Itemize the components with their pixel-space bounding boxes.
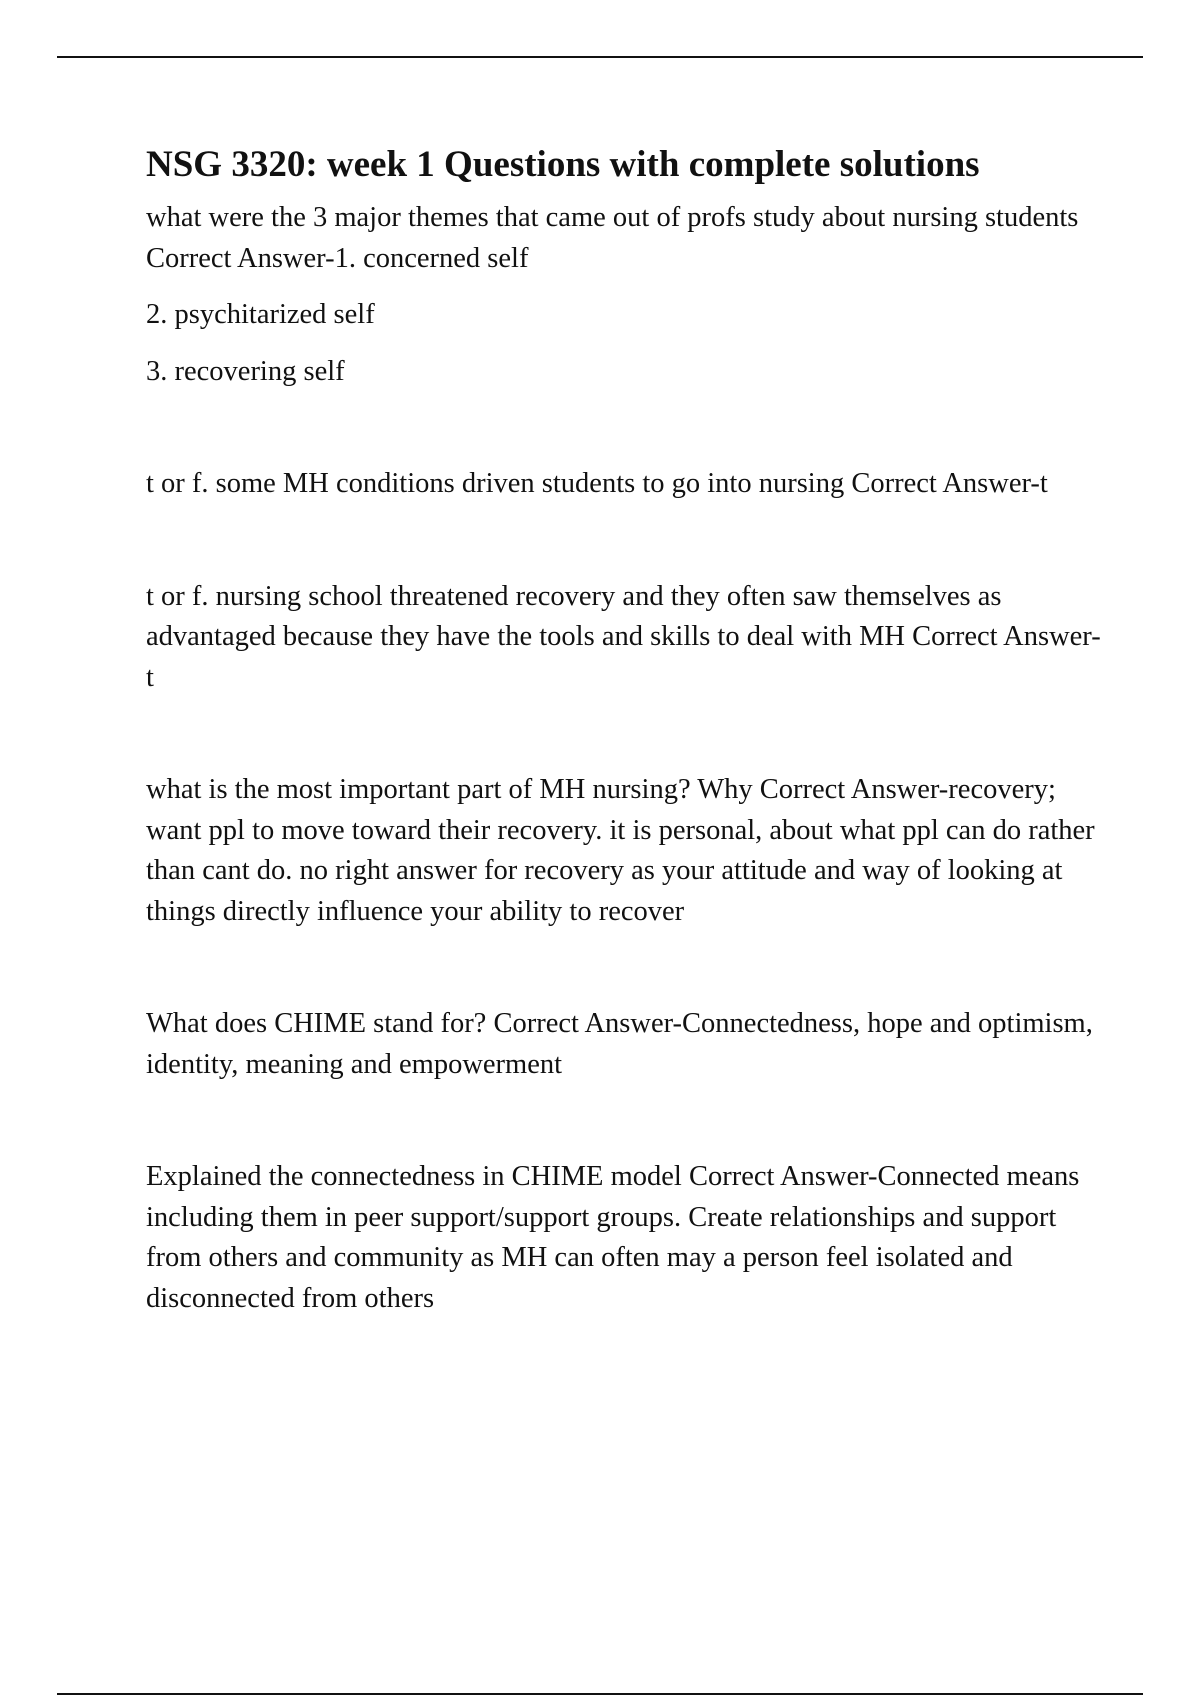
qa-entry-chime-connectedness: Explained the connectedness in CHIME model Correct Answer-Connected means including them in peer support/support groups. Create relationships and support from others and community as MH can often may a person feel isolated and disconnected from others xyxy=(146,1161,1080,1314)
qa-entry-mh-conditions: t or f. some MH conditions driven students to go into nursing Correct Answer-t xyxy=(146,468,1048,499)
qa-entry-themes-item-3: 3. recovering self xyxy=(146,355,345,387)
qa-entry-themes: what were the 3 major themes that came out of profs study about nursing students Correct Answer-1. concerned self xyxy=(146,202,1079,274)
qa-entry-most-important-part: what is the most important part of MH nursing? Why Correct Answer-recovery; want ppl to move toward their recovery. it is personal, about what ppl can do rather than cant do. no right answer for recovery as your attitude and way of looking at things directly influence your ability to recover xyxy=(146,774,1095,927)
qa-entry-nursing-school-recovery: t or f. nursing school threatened recovery and they often saw themselves as advantaged because they have the tools and skills to deal with MH Correct Answer-t xyxy=(146,580,1101,693)
qa-entry-themes-item-2: 2. psychitarized self xyxy=(146,299,375,330)
document-title: NSG 3320: week 1 Questions with complete solutions xyxy=(146,144,980,185)
footer-divider xyxy=(57,1693,1143,1695)
header-divider xyxy=(57,56,1143,58)
qa-entry-chime-acronym: What does CHIME stand for? Correct Answer-Connectedness, hope and optimism, identity, meaning and empowerment xyxy=(146,1008,1093,1080)
document-body xyxy=(146,142,1106,1319)
